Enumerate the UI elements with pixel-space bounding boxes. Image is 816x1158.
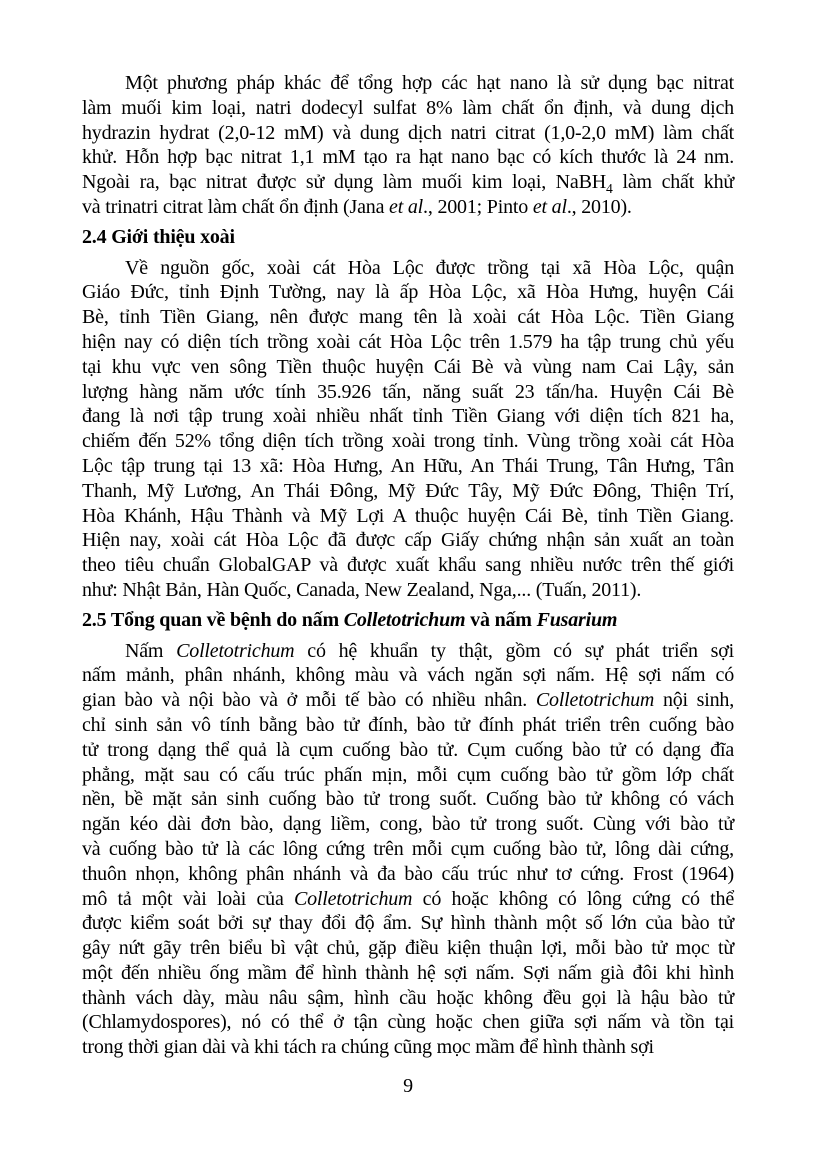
italic-text: Fusarium	[536, 608, 618, 631]
text-line	[82, 936, 734, 961]
italic-text: et al	[389, 195, 424, 218]
paragraph-nano-silver-method	[82, 71, 734, 220]
text-segment: Ngoài ra, bạc nitrat được sử dụng làm muối kim loại, NaBH	[82, 171, 606, 194]
page-number: 9	[403, 1075, 413, 1098]
text-segment: chiếm đến 52% tổng diện tích trồng xoài trong tỉnh. Vùng trồng xoài cát Hòa	[82, 430, 734, 453]
text-segment: Lộc tập trung tại 13 xã: Hòa Hưng, An Hữu, An Thái Trung, Tân Hưng, Tân	[82, 454, 734, 477]
text-line	[82, 429, 734, 454]
text-line	[82, 71, 734, 96]
text-line	[82, 663, 734, 688]
text-segment: Hiện nay, xoài cát Hòa Lộc đã được cấp Giấy chứng nhận sản xuất an toàn	[82, 529, 734, 552]
italic-text: et al	[532, 195, 567, 218]
text-line	[82, 96, 734, 121]
text-segment: gian bào và nội bào và ở mỗi tế bào có nhiều nhân.	[82, 689, 536, 712]
text-line	[82, 330, 734, 355]
text-segment: Thanh, Mỹ Lương, An Thái Đông, Mỹ Đức Tây, Mỹ Đức Đông, Thiện Trí,	[82, 479, 734, 502]
text-line	[82, 170, 734, 195]
text-line	[82, 504, 734, 529]
text-line	[82, 355, 734, 380]
text-segment: Nấm	[125, 639, 177, 662]
page-content	[82, 71, 734, 1060]
text-line	[82, 121, 734, 146]
text-line	[82, 195, 734, 220]
text-line	[82, 713, 734, 738]
text-line	[82, 862, 734, 887]
text-line	[82, 812, 734, 837]
text-line	[82, 145, 734, 170]
text-line	[82, 528, 734, 553]
text-line	[82, 1010, 734, 1035]
text-line	[82, 1035, 734, 1060]
text-line	[82, 787, 734, 812]
text-line	[82, 608, 734, 633]
text-line	[82, 688, 734, 713]
text-segment: và trinatri citrat làm chất ổn định (Jana	[82, 195, 390, 218]
subscript-text: 4	[606, 181, 613, 197]
text-segment: ., 2010).	[566, 195, 632, 218]
text-segment: nền, bề mặt sản sinh cuống bào tử trong suốt. Cuống bào tử không có vách	[82, 788, 734, 811]
text-segment: thành vách dày, màu nâu sậm, hình cầu hoặc không đều gọi là hậu bào tử	[82, 986, 734, 1009]
text-segment: Về nguồn gốc, xoài cát Hòa Lộc được trồng tại xã Hòa Lộc, quận	[125, 256, 734, 279]
text-segment: (Chlamydospores), nó có thể ở tận cùng hoặc chen giữa sợi nấm và tồn tại	[82, 1011, 734, 1034]
text-segment: ., 2001; Pinto	[423, 195, 533, 218]
text-segment: ngăn kéo dài đơn bào, dạng liềm, cong, bào tử trong suốt. Cùng với bào tử	[82, 813, 734, 836]
text-segment: 2.4 Giới thiệu xoài	[82, 225, 235, 248]
text-segment: và cuống bào tử là các lông cứng trên mỗi cụm cuống bào tử, lông dài cứng,	[82, 837, 734, 860]
text-segment: Giáo Đức, tỉnh Định Tường, nay là ấp Hòa Lộc, xã Hòa Hưng, huyện Cái	[82, 281, 734, 304]
text-segment: Một phương pháp khác để tổng hợp các hạt nano là sử dụng bạc nitrat	[125, 72, 734, 94]
text-segment: nấm mảnh, phân nhánh, không màu và vách ngăn sợi nấm. Hệ sợi nấm có	[82, 664, 734, 687]
text-segment: theo tiêu chuẩn GlobalGAP và được xuất khẩu sang nhiều nước trên thế giới	[82, 554, 734, 577]
text-segment: Hòa Khánh, Hậu Thành và Mỹ Lợi A thuộc huyện Cái Bè, tỉnh Tiền Giang.	[82, 504, 734, 527]
text-segment: chỉ sinh sản vô tính bằng bào tử đính, bào tử đính phát triển trên cuống bào	[82, 713, 734, 736]
text-line	[82, 479, 734, 504]
text-segment: nội sinh,	[654, 689, 734, 712]
text-segment: trong thời gian dài và khi tách ra chúng cũng mọc mầm để hình thành sợi	[82, 1036, 654, 1059]
text-line	[82, 887, 734, 912]
text-segment: có hệ khuẩn ty thật, gồm có sự phát triển sợi	[294, 639, 734, 662]
text-line	[82, 763, 734, 788]
text-segment: một đến nhiều ống mầm để hình thành hệ sợi nấm. Sợi nấm già đôi khi hình	[82, 961, 734, 984]
text-line	[82, 553, 734, 578]
text-segment: hydrazin hydrat (2,0-12 mM) và dung dịch natri citrat (1,0-2,0 mM) làm chất	[82, 121, 734, 144]
text-line	[82, 911, 734, 936]
italic-text: Colletotrichum	[293, 887, 413, 910]
text-line	[82, 380, 734, 405]
text-segment: đang là nơi tập trung xoài nhiều nhất tỉnh Tiền Giang với diện tích 821 ha,	[82, 405, 734, 428]
text-segment: thuôn nhọn, không phân nhánh và đa bào cấu trúc như tơ cứng. Frost (1964)	[82, 862, 734, 885]
text-line	[82, 639, 734, 664]
text-segment: phẳng, mặt sau có cấu trúc phấn mịn, mỗi cụm cuống bào tử gồm lớp chất	[82, 763, 734, 786]
text-line	[82, 578, 734, 603]
text-line	[82, 454, 734, 479]
text-line	[82, 225, 734, 250]
text-line	[82, 986, 734, 1011]
text-line	[82, 256, 734, 281]
text-segment: được kiểm soát bởi sự thay đổi độ ẩm. Sự hình thành một số lớn của bào tử	[82, 912, 734, 935]
text-segment: mô tả một vài loài của	[82, 887, 294, 910]
paragraph-xoai-cat-hoa-loc	[82, 256, 734, 603]
text-segment: 2.5 Tổng quan về bệnh do nấm	[82, 608, 344, 631]
text-segment: và nấm	[465, 608, 537, 631]
text-segment: tại khu vực ven sông Tiền thuộc huyện Cái Bè và vùng nam Cai Lậy, sản	[82, 355, 734, 378]
italic-text: Colletotrichum	[176, 639, 295, 662]
heading-2-5-tong-quan-benh-nam	[82, 608, 734, 633]
text-segment: lượng hàng năm ước tính 35.926 tấn, năng suất 23 tấn/ha. Huyện Cái Bè	[82, 380, 734, 403]
text-line	[82, 404, 734, 429]
text-segment: gây nứt gãy trên biểu bì vật chủ, gặp điều kiện thuận lợi, mỗi bào tử mọc từ	[82, 937, 734, 960]
text-segment: làm muối kim loại, natri dodecyl sulfat 8% làm chất ổn định, và dung dịch	[82, 96, 734, 119]
text-line	[82, 305, 734, 330]
italic-text: Colletotrichum	[535, 689, 655, 712]
text-segment: có hoặc không có lông cứng có thể	[412, 887, 734, 910]
text-segment: làm chất khử	[612, 171, 735, 194]
text-segment: tử trong dạng thể quả là cụm cuống bào tử. Cụm cuống bào tử có dạng đĩa	[82, 738, 734, 761]
text-line	[82, 961, 734, 986]
text-segment: như: Nhật Bản, Hàn Quốc, Canada, New Zealand, Nga,... (Tuấn, 2011).	[82, 578, 642, 601]
text-line	[82, 280, 734, 305]
text-segment: khử. Hỗn hợp bạc nitrat 1,1 mM tạo ra hạt nano bạc có kích thước là 24 nm.	[82, 146, 734, 169]
paragraph-nam-colletotrichum	[82, 639, 734, 1061]
text-line	[82, 738, 734, 763]
text-line	[82, 837, 734, 862]
text-segment: Bè, tỉnh Tiền Giang, nên được mang tên là xoài cát Hòa Lộc. Tiền Giang	[82, 306, 734, 329]
text-segment: hiện nay có diện tích trồng xoài cát Hòa Lộc trên 1.579 ha tập trung chủ yếu	[82, 330, 734, 353]
heading-2-4-gioi-thieu-xoai	[82, 225, 734, 250]
italic-text: Colletotrichum	[343, 608, 466, 631]
